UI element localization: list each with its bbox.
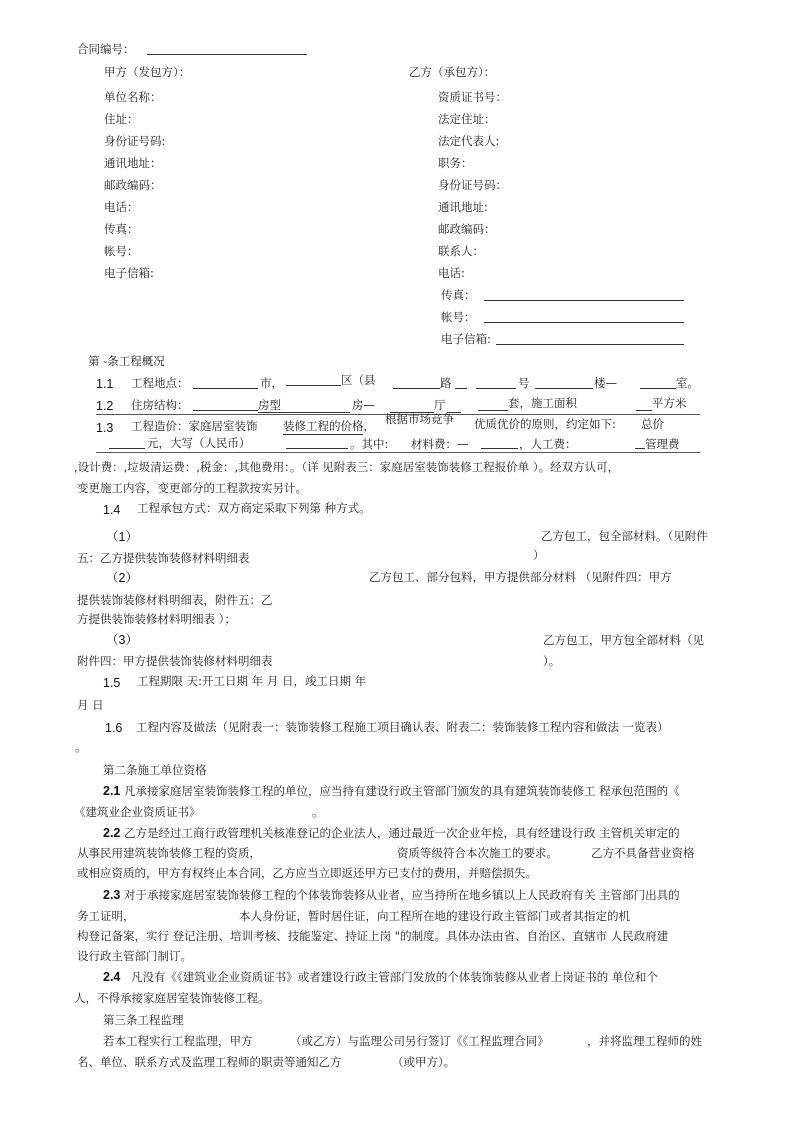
halls-unit: 厅 (434, 398, 446, 412)
total-price-label: 总价 (641, 417, 664, 431)
clause-2-2-cont: 乙方不具备营业资格 (591, 846, 695, 860)
party-b-field: 联系人： (438, 244, 484, 258)
party-b-fax-label: 传真： (441, 288, 476, 302)
area-field[interactable] (636, 410, 652, 411)
party-b-field: 资质证书号： (438, 90, 507, 104)
city-field[interactable] (193, 388, 258, 389)
party-b-field: 通讯地址: (438, 200, 488, 214)
rooms-unit: 房— (352, 398, 375, 412)
section-1-5-number: 1.5 (103, 676, 121, 690)
party-a-field: 通讯地址： (104, 156, 162, 170)
road-unit: 路 (440, 376, 452, 390)
rooms-field[interactable] (258, 412, 350, 413)
option-3-number: （3） (106, 633, 138, 647)
party-a-field: 住址： (104, 112, 139, 126)
party-b-fax-field[interactable] (484, 300, 684, 301)
clause-2-1-text: 凡承接家庭居室装饰装修工程的单位，应当持有建设行政主管部门颁发的具有建筑装饰装修工 程承包范围的《 (124, 784, 680, 798)
district-unit: 区（县 (341, 373, 376, 387)
area-unit: 平方米 (652, 396, 687, 410)
option-3-cont: 附件四：甲方提供装饰装修材料明细表 (77, 654, 273, 668)
house-type-field[interactable] (193, 410, 258, 411)
clause-2-3-cont: 设行政主管部门制订。 (77, 949, 192, 963)
section-1-6-number: 1.6 (105, 721, 123, 735)
clause-2-4-number: 2.4 (103, 970, 121, 984)
work-content-cont: 。 (75, 740, 87, 754)
total-price-uppercase-label: 元，大写（人民币） (147, 436, 251, 450)
option-2-number: （2） (106, 571, 138, 585)
total-uppercase-field[interactable] (286, 448, 348, 449)
clause-2-3-number: 2.3 (103, 888, 121, 902)
contract-mode-text: 工程承包方式：双方商定采取下列第 种方式。 (137, 501, 371, 515)
party-b-field: 法定住址： (438, 112, 496, 126)
divider (96, 452, 700, 453)
material-fee-field[interactable] (481, 448, 518, 449)
cost-text: 装修工程的价格， (283, 419, 375, 433)
clause-3-text: ，并将监理工程师的姓 (587, 1034, 702, 1048)
option-2-text: 乙方包工、部分包料，甲方提供部分材料 （见附件四：甲方 (369, 570, 672, 584)
clause-3-text: （或乙方）与监理公司另行签订《《工程监理合同》 (290, 1034, 549, 1048)
clause-3-cont: 名、单位、联系方式及监理工程师的职责等通知乙方 (77, 1055, 342, 1069)
schedule-cont: 月 日 (77, 698, 104, 712)
section-1-2-label: 住房结构： (131, 398, 189, 412)
party-a-field: 身份证号码: (104, 134, 166, 148)
clause-2-1-cont: 《建筑业企业资质证书》 (74, 805, 201, 819)
section-1-1-number: 1.1 (96, 377, 114, 391)
work-content-text: 工程内容及做法（见附表一：装饰装修工程施工项目确认表、附表二：装饰装修工程内容和做法 一览表） (136, 720, 669, 734)
contract-number-field[interactable] (147, 54, 307, 55)
number-unit: 号 (518, 376, 530, 390)
section-1-4-number: 1.4 (103, 503, 121, 517)
suites-unit: 套，施工面积 (508, 396, 577, 410)
road-tail-line (455, 388, 467, 389)
clause-2-1-end: 。 (312, 805, 324, 819)
clause-2-2-cont: 资质等级符合本次施工的要求。 (397, 846, 558, 860)
change-clause: 变更施工内容，变更部分的工程款按实另计。 (77, 481, 307, 495)
option-3-text: 乙方包工，甲方包全部材料（见 (543, 633, 704, 647)
cost-text: 根据市场竞争 (385, 412, 454, 426)
clause-2-3-cont: 务工证明， (77, 909, 135, 923)
number-field[interactable] (476, 388, 516, 389)
option-1-close: ） (533, 548, 545, 562)
contract-number-label: 合同编号： (77, 42, 135, 56)
clause-2-3-cont: 构登记备案，实行 登记注册、培训考核、技能鉴定、持证上岗 "的制度。具体办法由省、自治区、直辖市 人民政府建 (77, 929, 669, 943)
management-fee-label: 管理费 (645, 437, 680, 451)
option-1-number: （1） (106, 530, 138, 544)
party-a-field: 单位名称： (104, 90, 162, 104)
article-3-title: 第三条工程监理 (103, 1013, 184, 1027)
party-b-account-label: 帐号： (441, 310, 476, 324)
party-a-field: 电子信箱: (104, 266, 154, 280)
city-unit: 市， (260, 376, 283, 390)
clause-2-1-number: 2.1 (103, 784, 121, 798)
labor-fee-field[interactable] (635, 448, 645, 449)
party-b-email-label: 电子信箱: (441, 332, 491, 346)
cost-text: 优质优价的原则，约定如下: (474, 417, 616, 431)
party-a-field: 电话： (104, 200, 139, 214)
schedule-text: 工程期限 天:开工日期 年 月 日，竣工日期 年 (137, 674, 367, 688)
building-field[interactable] (535, 388, 593, 389)
total-price-field[interactable] (109, 448, 145, 449)
party-b-field: 邮政编码： (438, 222, 496, 236)
party-b-field: 电话: (438, 266, 465, 280)
road-field[interactable] (393, 388, 440, 389)
party-a-field: 帐号： (104, 244, 139, 258)
labor-fee-label: ，人工费： (519, 437, 577, 451)
party-a-field: 邮政编码： (104, 178, 162, 192)
party-b-field: 职务： (438, 156, 473, 170)
party-a-title: 甲方（发包方）： (104, 65, 191, 79)
clause-2-2-text: 乙方是经过工商行政管理机关核准登记的企业法人，通过最近一次企业年检，具有经建设行政 主管机关审定的 (124, 826, 680, 840)
clause-3-cont: （或甲方）。 (392, 1055, 456, 1069)
of-which-label: 。其中: (350, 437, 389, 451)
party-b-field: 法定代表人: (438, 134, 500, 148)
building-unit: 楼— (594, 376, 617, 390)
room-field[interactable] (640, 388, 676, 389)
house-type-unit: 房型 (258, 398, 281, 412)
cost-label: 工程造价：家庭居室装饰 (131, 419, 258, 433)
district-field[interactable] (286, 385, 341, 386)
clause-2-4-cont: 人，不得承接家庭居室装饰装修工程。 (74, 991, 270, 1005)
fee-breakdown: ,设计费：,垃圾清运费：,税金：,其他费用：。（详 见附表三：家庭居室装饰装修工程报价单 ）。经双方认可， (74, 460, 620, 474)
option-1-text: 乙方包工，包全部材料。（见附件 (541, 529, 708, 543)
section-1-2-number: 1.2 (96, 399, 114, 413)
clause-2-3-text: 对于承接家庭居室装饰装修工程的个体装饰装修从业者，应当持所在地乡镇以上人民政府有关 主管部门出具的 (124, 888, 680, 902)
party-b-email-field[interactable] (496, 344, 684, 345)
article-2-title: 第二条施工单位资格 (103, 763, 207, 777)
option-3-close: ）。 (543, 654, 561, 668)
party-b-title: 乙方（承包方）： (409, 65, 496, 79)
suites-field[interactable] (478, 410, 508, 411)
option-1-cont: 五：乙方提供装饰装修材料明细表 (77, 551, 250, 565)
cost-underline (283, 434, 363, 435)
room-unit: 室。 (676, 376, 699, 390)
party-b-field: 身份证号码： (438, 178, 507, 192)
party-a-field: 传真： (104, 222, 139, 236)
option-2-cont: 提供装饰装修材料明细表，附件五：乙 (77, 593, 273, 607)
option-2-cont2: 方提供装饰装修材料明细表 ）； (77, 612, 236, 626)
clause-2-2-number: 2.2 (103, 826, 121, 840)
clause-2-3-cont: 本人身份证，暂时居住证，向工程所在地的建设行政主管部门或者其指定的机 (239, 909, 630, 923)
material-fee-label: 材料费：— (411, 437, 469, 451)
clause-3-text: 若本工程实行工程监理，甲方 (103, 1034, 253, 1048)
clause-2-2-cont: 从事民用建筑装饰装修工程的资质， (77, 846, 261, 860)
section-1-1-label: 工程地点： (131, 376, 189, 390)
clause-2-2-cont: 或相应资质的，甲方有权终止本合同，乙方应当立即返还甲方已支付的费用，并赔偿损失。 (77, 866, 537, 880)
section-1-3-number: 1.3 (96, 421, 114, 435)
article-1-title: 第 -条工程概况 (88, 354, 165, 368)
party-b-account-field[interactable] (484, 322, 684, 323)
clause-2-4-text: 凡没有《《建筑业企业资质证书》或者建设行政主管部门发放的个体装饰装修从业者上岗证书的 单位和个 (131, 970, 658, 984)
